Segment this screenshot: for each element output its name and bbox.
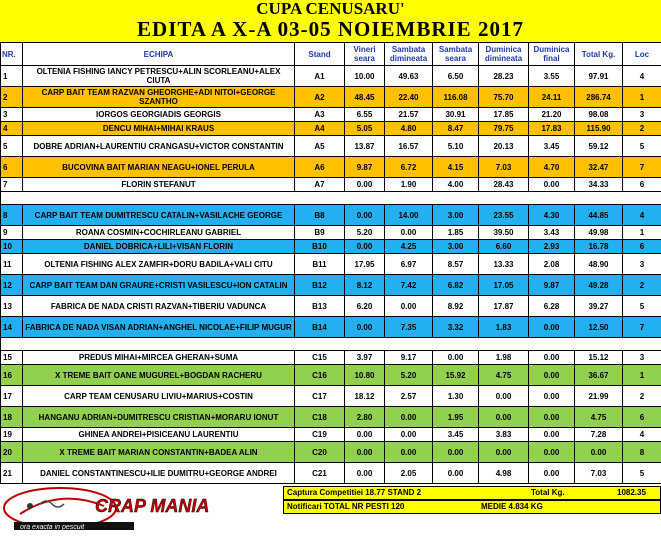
duminica-dimineata-cell: 3.83 xyxy=(479,428,529,442)
team-name-cell: CARP BAIT TEAM RAZVAN GHEORGHE+ADI NITOI+GEORGE SZANTHO xyxy=(23,87,295,108)
total-kg-cell: 12.50 xyxy=(575,317,623,338)
sambata-seara-cell: 0.00 xyxy=(433,351,479,365)
section-separator xyxy=(1,192,661,205)
duminica-final-cell: 0.00 xyxy=(529,317,575,338)
vineri-seara-cell: 10.00 xyxy=(345,66,385,87)
loc-cell: 2 xyxy=(623,275,661,296)
table-row xyxy=(1,87,661,108)
stand-cell: B9 xyxy=(295,226,345,240)
stand-cell: C16 xyxy=(295,365,345,386)
sambata-seara-cell: 3.32 xyxy=(433,317,479,338)
section-separator xyxy=(1,338,661,351)
team-name-cell: DANIEL CONSTANTINESCU+ILIE DUMITRU+GEORGE ANDREI xyxy=(23,463,295,484)
title-banner xyxy=(0,0,661,42)
vineri-seara-cell: 0.00 xyxy=(345,240,385,254)
duminica-dimineata-cell: 17.87 xyxy=(479,296,529,317)
duminica-final-cell: 6.28 xyxy=(529,296,575,317)
row-number-cell: 21 xyxy=(1,463,23,484)
sambata-dimineata-cell: 7.35 xyxy=(385,317,433,338)
total-kg-cell: 97.91 xyxy=(575,66,623,87)
sambata-seara-cell: 1.30 xyxy=(433,386,479,407)
sambata-seara-cell: 116.08 xyxy=(433,87,479,108)
logo-tagline-text: ora exacta in pescuit xyxy=(20,524,85,531)
duminica-final-cell: 2.08 xyxy=(529,254,575,275)
vineri-seara-cell: 48.45 xyxy=(345,87,385,108)
team-name-cell: DENCU MIHAI+MIHAI KRAUS xyxy=(23,122,295,136)
sambata-seara-cell: 0.00 xyxy=(433,442,479,463)
row-number-cell: 12 xyxy=(1,275,23,296)
loc-cell: 6 xyxy=(623,178,661,192)
sambata-dimineata-cell: 6.97 xyxy=(385,254,433,275)
vineri-seara-cell: 2.80 xyxy=(345,407,385,428)
row-number-cell: 5 xyxy=(1,136,23,157)
sambata-dimineata-cell: 2.57 xyxy=(385,386,433,407)
duminica-final-cell: 0.00 xyxy=(529,178,575,192)
duminica-dimineata-cell: 39.50 xyxy=(479,226,529,240)
sambata-dimineata-cell: 14.00 xyxy=(385,205,433,226)
column-header: NR. xyxy=(1,43,23,66)
team-name-cell: BUCOVINA BAIT MARIAN NEAGU+IONEL PERULA xyxy=(23,157,295,178)
column-header: Sambata seara xyxy=(433,43,479,66)
row-number-cell: 19 xyxy=(1,428,23,442)
logo-main-text: CRAP MANIA xyxy=(95,496,209,516)
separator-cell xyxy=(1,192,661,205)
column-header: Sambata dimineata xyxy=(385,43,433,66)
stand-cell: A2 xyxy=(295,87,345,108)
sambata-dimineata-cell: 9.17 xyxy=(385,351,433,365)
sambata-dimineata-cell: 1.90 xyxy=(385,178,433,192)
duminica-final-cell: 0.00 xyxy=(529,428,575,442)
team-name-cell: PREDUS MIHAI+MIRCEA GHERAN+SUMA xyxy=(23,351,295,365)
team-name-cell: OLTENIA FISHING IANCY PETRESCU+ALIN SCORLEANU+ALEX CIUTA xyxy=(23,66,295,87)
vineri-seara-cell: 9.87 xyxy=(345,157,385,178)
sambata-dimineata-cell: 0.00 xyxy=(385,296,433,317)
sambata-dimineata-cell: 5.20 xyxy=(385,365,433,386)
total-kg-cell: 0.00 xyxy=(575,442,623,463)
sambata-seara-cell: 4.15 xyxy=(433,157,479,178)
loc-cell: 5 xyxy=(623,463,661,484)
stand-cell: C20 xyxy=(295,442,345,463)
vineri-seara-cell: 8.12 xyxy=(345,275,385,296)
stand-cell: B10 xyxy=(295,240,345,254)
duminica-final-cell: 17.83 xyxy=(529,122,575,136)
stand-cell: B14 xyxy=(295,317,345,338)
table-row xyxy=(1,205,661,226)
table-row xyxy=(1,351,661,365)
vineri-seara-cell: 10.80 xyxy=(345,365,385,386)
stand-cell: C17 xyxy=(295,386,345,407)
sambata-seara-cell: 1.85 xyxy=(433,226,479,240)
stand-cell: C21 xyxy=(295,463,345,484)
sambata-seara-cell: 6.82 xyxy=(433,275,479,296)
sambata-seara-cell: 4.00 xyxy=(433,178,479,192)
duminica-final-cell: 0.00 xyxy=(529,386,575,407)
vineri-seara-cell: 0.00 xyxy=(345,178,385,192)
notification-summary-bar xyxy=(283,500,661,514)
sambata-seara-cell: 6.50 xyxy=(433,66,479,87)
vineri-seara-cell: 6.20 xyxy=(345,296,385,317)
total-kg-cell: 7.28 xyxy=(575,428,623,442)
sambata-dimineata-cell: 21.57 xyxy=(385,108,433,122)
team-name-cell: HANGANU ADRIAN+DUMITRESCU CRISTIAN+MORARU IONUT xyxy=(23,407,295,428)
loc-cell: 1 xyxy=(623,87,661,108)
sambata-seara-cell: 1.95 xyxy=(433,407,479,428)
loc-cell: 5 xyxy=(623,136,661,157)
sambata-seara-cell: 15.92 xyxy=(433,365,479,386)
loc-cell: 7 xyxy=(623,317,661,338)
capture-summary-bar xyxy=(283,486,661,500)
team-name-cell: FABRICA DE NADA VISAN ADRIAN+ANGHEL NICOLAE+FILIP MUGUR xyxy=(23,317,295,338)
crap-mania-logo xyxy=(0,484,283,531)
total-kg-cell: 32.47 xyxy=(575,157,623,178)
table-row xyxy=(1,442,661,463)
table-row xyxy=(1,122,661,136)
total-kg-cell: 49.28 xyxy=(575,275,623,296)
sambata-dimineata-cell: 22.40 xyxy=(385,87,433,108)
table-row xyxy=(1,240,661,254)
total-kg-label: Total Kg. xyxy=(531,487,565,499)
vineri-seara-cell: 0.00 xyxy=(345,205,385,226)
team-name-cell: FABRICA DE NADA CRISTI RAZVAN+TIBERIU VADUNCA xyxy=(23,296,295,317)
table-row xyxy=(1,66,661,87)
team-name-cell: GHINEA ANDREI+PISICEANU LAURENTIU xyxy=(23,428,295,442)
medie-label: MEDIE 4.834 KG xyxy=(481,501,543,513)
stand-cell: C19 xyxy=(295,428,345,442)
duminica-final-cell: 9.87 xyxy=(529,275,575,296)
duminica-final-cell: 0.00 xyxy=(529,351,575,365)
stand-cell: A1 xyxy=(295,66,345,87)
row-number-cell: 15 xyxy=(1,351,23,365)
sambata-dimineata-cell: 4.80 xyxy=(385,122,433,136)
vineri-seara-cell: 18.12 xyxy=(345,386,385,407)
duminica-final-cell: 24.11 xyxy=(529,87,575,108)
page-subtitle: EDITA A X-A 03-05 NOIEMBRIE 2017 xyxy=(0,17,661,41)
vineri-seara-cell: 0.00 xyxy=(345,442,385,463)
duminica-dimineata-cell: 1.83 xyxy=(479,317,529,338)
row-number-cell: 4 xyxy=(1,122,23,136)
loc-cell: 6 xyxy=(623,240,661,254)
table-row xyxy=(1,275,661,296)
duminica-final-cell: 4.30 xyxy=(529,205,575,226)
table-row xyxy=(1,226,661,240)
table-row xyxy=(1,254,661,275)
sambata-seara-cell: 8.47 xyxy=(433,122,479,136)
sambata-seara-cell: 3.45 xyxy=(433,428,479,442)
vineri-seara-cell: 0.00 xyxy=(345,463,385,484)
stand-cell: C15 xyxy=(295,351,345,365)
sambata-seara-cell: 8.92 xyxy=(433,296,479,317)
table-row xyxy=(1,136,661,157)
duminica-final-cell: 3.55 xyxy=(529,66,575,87)
team-name-cell: DOBRE ADRIAN+LAURENTIU CRANGASU+VICTOR CONSTANTIN xyxy=(23,136,295,157)
total-kg-cell: 115.90 xyxy=(575,122,623,136)
team-name-cell: ROANA COSMIN+COCHIRLEANU GABRIEL xyxy=(23,226,295,240)
duminica-dimineata-cell: 0.00 xyxy=(479,386,529,407)
duminica-dimineata-cell: 0.00 xyxy=(479,407,529,428)
stand-cell: C18 xyxy=(295,407,345,428)
duminica-dimineata-cell: 7.03 xyxy=(479,157,529,178)
loc-cell: 4 xyxy=(623,66,661,87)
duminica-dimineata-cell: 4.75 xyxy=(479,365,529,386)
team-name-cell: IORGOS GEORGIADIS GEORGIS xyxy=(23,108,295,122)
table-row xyxy=(1,407,661,428)
capture-label: Captura Competitiei 18.77 STAND 2 xyxy=(287,487,421,499)
column-header: Duminica dimineata xyxy=(479,43,529,66)
vineri-seara-cell: 3.97 xyxy=(345,351,385,365)
row-number-cell: 20 xyxy=(1,442,23,463)
total-kg-cell: 21.99 xyxy=(575,386,623,407)
loc-cell: 2 xyxy=(623,386,661,407)
total-kg-cell: 98.08 xyxy=(575,108,623,122)
duminica-final-cell: 21.20 xyxy=(529,108,575,122)
sambata-dimineata-cell: 0.00 xyxy=(385,442,433,463)
row-number-cell: 13 xyxy=(1,296,23,317)
loc-cell: 1 xyxy=(623,226,661,240)
duminica-final-cell: 0.00 xyxy=(529,407,575,428)
stand-cell: A5 xyxy=(295,136,345,157)
table-header-row xyxy=(1,43,661,66)
loc-cell: 6 xyxy=(623,407,661,428)
duminica-final-cell: 0.00 xyxy=(529,463,575,484)
duminica-dimineata-cell: 1.98 xyxy=(479,351,529,365)
column-header: Loc xyxy=(623,43,661,66)
notif-label: Notificari TOTAL NR PESTI 120 xyxy=(287,501,404,513)
duminica-dimineata-cell: 6.60 xyxy=(479,240,529,254)
row-number-cell: 9 xyxy=(1,226,23,240)
row-number-cell: 6 xyxy=(1,157,23,178)
loc-cell: 4 xyxy=(623,428,661,442)
row-number-cell: 8 xyxy=(1,205,23,226)
team-name-cell: CARP BAIT TEAM DAN GRAURE+CRISTI VASILESCU+ION CATALIN xyxy=(23,275,295,296)
stand-cell: B11 xyxy=(295,254,345,275)
sambata-dimineata-cell: 2.05 xyxy=(385,463,433,484)
logo-graphic xyxy=(0,484,283,531)
stand-cell: B8 xyxy=(295,205,345,226)
team-name-cell: CARP BAIT TEAM DUMITRESCU CATALIN+VASILACHE GEORGE xyxy=(23,205,295,226)
total-kg-cell: 44.85 xyxy=(575,205,623,226)
sambata-seara-cell: 8.57 xyxy=(433,254,479,275)
table-row xyxy=(1,108,661,122)
duminica-dimineata-cell: 75.70 xyxy=(479,87,529,108)
table-row xyxy=(1,317,661,338)
loc-cell: 4 xyxy=(623,205,661,226)
duminica-dimineata-cell: 17.05 xyxy=(479,275,529,296)
team-name-cell: OLTENIA FISHING ALEX ZAMFIR+DORU BADILA+VALI CITU xyxy=(23,254,295,275)
sambata-seara-cell: 0.00 xyxy=(433,463,479,484)
row-number-cell: 7 xyxy=(1,178,23,192)
table-row xyxy=(1,463,661,484)
row-number-cell: 17 xyxy=(1,386,23,407)
vineri-seara-cell: 5.05 xyxy=(345,122,385,136)
total-kg-cell: 59.12 xyxy=(575,136,623,157)
duminica-final-cell: 0.00 xyxy=(529,365,575,386)
loc-cell: 2 xyxy=(623,122,661,136)
duminica-dimineata-cell: 79.75 xyxy=(479,122,529,136)
total-kg-cell: 286.74 xyxy=(575,87,623,108)
vineri-seara-cell: 6.55 xyxy=(345,108,385,122)
total-kg-cell: 36.67 xyxy=(575,365,623,386)
duminica-dimineata-cell: 28.23 xyxy=(479,66,529,87)
sambata-seara-cell: 5.10 xyxy=(433,136,479,157)
vineri-seara-cell: 17.95 xyxy=(345,254,385,275)
stand-cell: A7 xyxy=(295,178,345,192)
loc-cell: 1 xyxy=(623,365,661,386)
total-kg-cell: 39.27 xyxy=(575,296,623,317)
table-row xyxy=(1,157,661,178)
sambata-seara-cell: 3.00 xyxy=(433,240,479,254)
duminica-dimineata-cell: 4.98 xyxy=(479,463,529,484)
loc-cell: 5 xyxy=(623,296,661,317)
duminica-dimineata-cell: 13.33 xyxy=(479,254,529,275)
duminica-final-cell: 3.43 xyxy=(529,226,575,240)
total-kg-cell: 48.90 xyxy=(575,254,623,275)
results-table xyxy=(0,42,661,484)
stand-cell: A6 xyxy=(295,157,345,178)
loc-cell: 3 xyxy=(623,254,661,275)
stand-cell: A3 xyxy=(295,108,345,122)
duminica-dimineata-cell: 23.55 xyxy=(479,205,529,226)
column-header: Vineri seara xyxy=(345,43,385,66)
stand-cell: B12 xyxy=(295,275,345,296)
total-kg-cell: 4.75 xyxy=(575,407,623,428)
team-name-cell: DANIEL DOBRICA+LILI+VISAN FLORIN xyxy=(23,240,295,254)
table-body xyxy=(1,66,661,484)
row-number-cell: 2 xyxy=(1,87,23,108)
team-name-cell: X TREME BAIT MARIAN CONSTANTIN+BADEA ALIN xyxy=(23,442,295,463)
table-row xyxy=(1,386,661,407)
duminica-final-cell: 3.45 xyxy=(529,136,575,157)
sambata-dimineata-cell: 0.00 xyxy=(385,407,433,428)
row-number-cell: 10 xyxy=(1,240,23,254)
total-kg-cell: 49.98 xyxy=(575,226,623,240)
table-row xyxy=(1,428,661,442)
sambata-dimineata-cell: 0.00 xyxy=(385,226,433,240)
separator-cell xyxy=(1,338,661,351)
total-kg-cell: 15.12 xyxy=(575,351,623,365)
column-header: ECHIPA xyxy=(23,43,295,66)
duminica-final-cell: 4.70 xyxy=(529,157,575,178)
team-name-cell: X TREME BAIT OANE MUGUREL+BOGDAN RACHERU xyxy=(23,365,295,386)
duminica-dimineata-cell: 0.00 xyxy=(479,442,529,463)
sambata-dimineata-cell: 16.57 xyxy=(385,136,433,157)
column-header: Total Kg. xyxy=(575,43,623,66)
duminica-dimineata-cell: 28.43 xyxy=(479,178,529,192)
sambata-dimineata-cell: 7.42 xyxy=(385,275,433,296)
page-title: CUPA CENUSARU' xyxy=(0,0,661,18)
team-name-cell: FLORIN STEFANUT xyxy=(23,178,295,192)
sambata-dimineata-cell: 4.25 xyxy=(385,240,433,254)
stand-cell: A4 xyxy=(295,122,345,136)
row-number-cell: 3 xyxy=(1,108,23,122)
total-kg-cell: 34.33 xyxy=(575,178,623,192)
vineri-seara-cell: 13.87 xyxy=(345,136,385,157)
loc-cell: 3 xyxy=(623,108,661,122)
column-header: Duminica final xyxy=(529,43,575,66)
duminica-dimineata-cell: 17.85 xyxy=(479,108,529,122)
column-header: Stand xyxy=(295,43,345,66)
row-number-cell: 1 xyxy=(1,66,23,87)
loc-cell: 3 xyxy=(623,351,661,365)
sambata-seara-cell: 3.00 xyxy=(433,205,479,226)
loc-cell: 7 xyxy=(623,157,661,178)
sambata-dimineata-cell: 6.72 xyxy=(385,157,433,178)
table-row xyxy=(1,365,661,386)
stand-cell: B13 xyxy=(295,296,345,317)
row-number-cell: 16 xyxy=(1,365,23,386)
duminica-final-cell: 0.00 xyxy=(529,442,575,463)
total-kg-value: 1082.35 xyxy=(617,487,646,499)
loc-cell: 8 xyxy=(623,442,661,463)
vineri-seara-cell: 5.20 xyxy=(345,226,385,240)
row-number-cell: 11 xyxy=(1,254,23,275)
duminica-final-cell: 2.93 xyxy=(529,240,575,254)
vineri-seara-cell: 0.00 xyxy=(345,317,385,338)
row-number-cell: 14 xyxy=(1,317,23,338)
row-number-cell: 18 xyxy=(1,407,23,428)
duminica-dimineata-cell: 20.13 xyxy=(479,136,529,157)
sambata-dimineata-cell: 0.00 xyxy=(385,428,433,442)
total-kg-cell: 7.03 xyxy=(575,463,623,484)
vineri-seara-cell: 0.00 xyxy=(345,428,385,442)
sambata-seara-cell: 30.91 xyxy=(433,108,479,122)
team-name-cell: CARP TEAM CENUSARU LIVIU+MARIUS+COSTIN xyxy=(23,386,295,407)
table-row xyxy=(1,296,661,317)
total-kg-cell: 16.78 xyxy=(575,240,623,254)
sambata-dimineata-cell: 49.63 xyxy=(385,66,433,87)
table-row xyxy=(1,178,661,192)
